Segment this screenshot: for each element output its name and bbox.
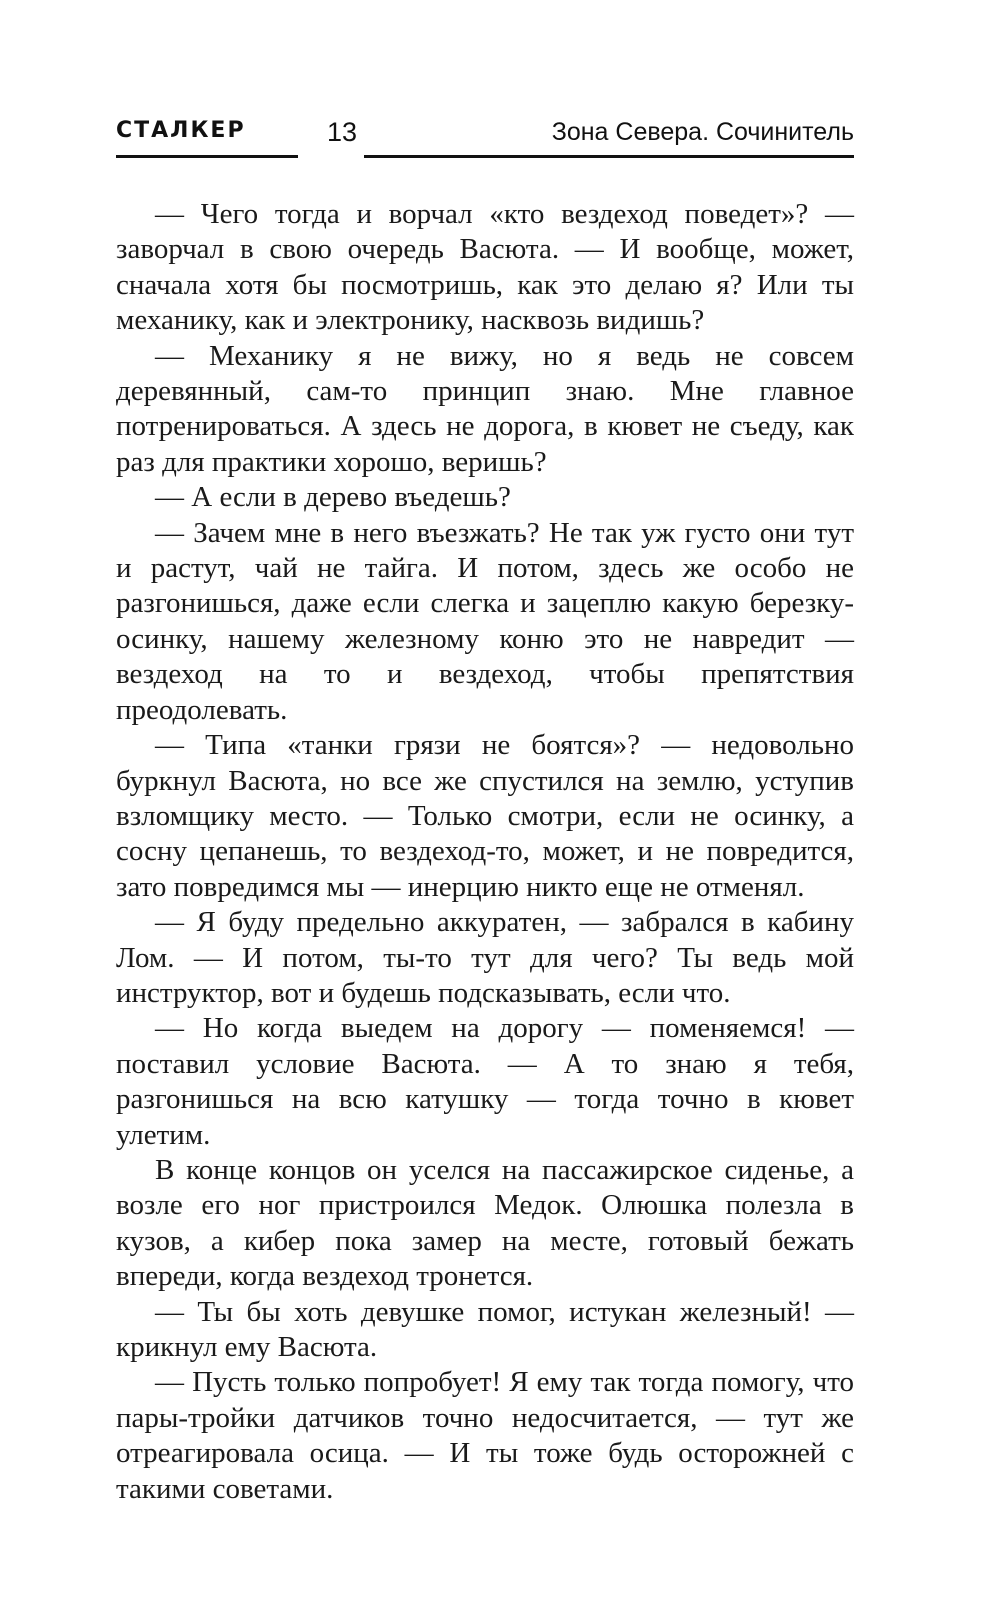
paragraph: — Пусть только попробует! Я ему так тогда помогу, что пары-тройки датчиков точно недосчитается, — тут же отреагировала осица. — И ты тоже будь осторожней с такими советами.: [116, 1366, 854, 1505]
paragraph: — Я буду предельно аккуратен, — забрался в кабину Лом. — И потом, ты-то тут для чего? Ты ведь мой инструктор, вот и будешь подсказывать, если что.: [116, 906, 854, 1009]
book-title: Зона Севера. Сочинитель: [551, 118, 854, 146]
paragraph: — Зачем мне в него въезжать? Не так уж густо они тут и растут, чай не тайга. И потом, здесь же особо не разгонишься, даже если слегка и зацеплю какую березку-осинку, нашему железному коню это не навредит — вездеход на то и вездеход, чтобы препятствия преодолевать.: [116, 516, 854, 726]
series-name: СТАЛКЕР: [116, 118, 246, 143]
paragraph: В конце концов он уселся на пассажирское сиденье, а возле его ног пристроился Медок. Олюшка полезла в кузов, а кибер пока замер на месте, готовый бежать впереди, когда вездеход тронется.: [116, 1153, 854, 1293]
paragraph: — Чего тогда и ворчал «кто вездеход поведет»? — заворчал в свою очередь Васюта. — И вообще, может, сначала хотя бы посмотришь, как это делаю я? Или ты механику, как и электронику, насквозь видишь?: [116, 198, 854, 337]
page-number: 13: [327, 117, 358, 147]
paragraph: — Ты бы хоть девушке помог, истукан железный! — крикнул ему Васюта.: [116, 1295, 854, 1363]
running-header: [116, 118, 854, 160]
paragraph: — Механику я не вижу, но я ведь не совсем деревянный, сам-то принцип знаю. Мне главное потренироваться. А здесь не дорога, в кювет не съеду, как раз для практики хорошо, веришь?: [116, 339, 854, 478]
paragraph: — А если в дерево въедешь?: [155, 481, 511, 514]
header-rule-right: [364, 155, 854, 158]
paragraph: — Типа «танки грязи не боятся»? — недовольно буркнул Васюта, но все же спустился на землю, уступив взломщику место. — Только смотри, если не осинку, а сосну цепанешь, то вездеход-то, может, и не повредится, зато повредимся мы — инерцию никто еще не отменял.: [116, 729, 854, 903]
header-rule-left: [116, 155, 298, 158]
paragraph: — Но когда выедем на дорогу — поменяемся! — поставил условие Васюта. — А то знаю я тебя, разгонишься на всю катушку — тогда точно в кювет улетим.: [116, 1012, 854, 1151]
body-text: [116, 197, 854, 1507]
